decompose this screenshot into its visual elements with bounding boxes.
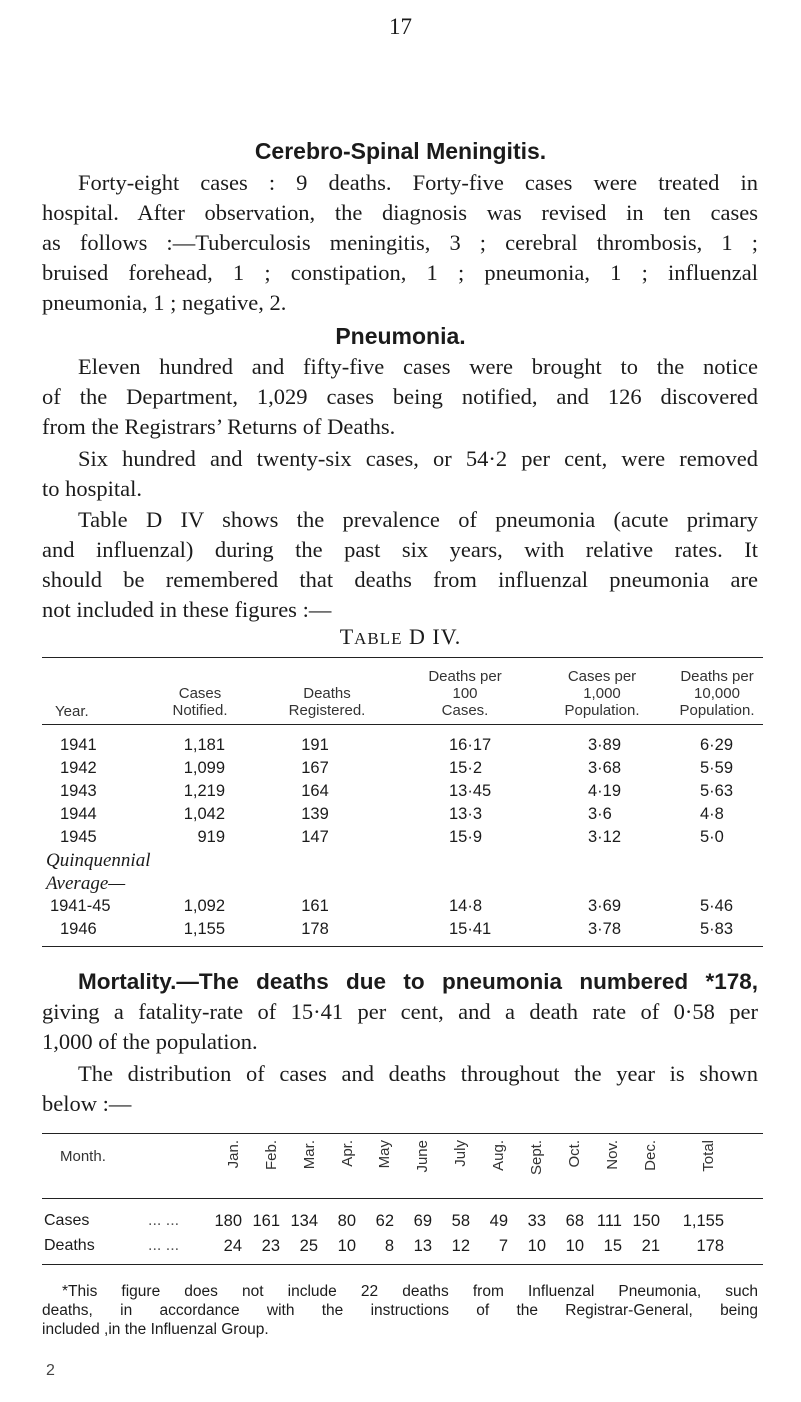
header-deaths-per-10000 [662,668,772,719]
header-cases-notified [140,685,260,719]
month-header: Apr. [339,1140,356,1167]
header-line: Notified. [172,702,228,719]
text-line: Forty-eight cases : 9 deaths. Forty-five cases were treated in [78,170,758,195]
table-bottom-rule [42,946,763,947]
deaths-total: 178 [696,1237,724,1255]
month-header: Feb. [263,1140,280,1171]
text-line: 1,000 of the population. [42,1029,258,1054]
cell-deaths: 164 [301,782,329,800]
month-header: July [452,1140,469,1167]
footnote-line: included ,in the Influenzal Group. [42,1321,269,1338]
text-line: below :— [42,1091,132,1116]
cell-cases-per-1000: 3·12 [588,828,622,846]
month-header: Oct. [566,1140,583,1168]
header-line: Deaths per [680,668,754,685]
cell-year: 1941 [60,736,97,754]
mortality-line-1 [42,967,758,997]
text-line: as follows :—Tuberculosis meningitis, 3 ; cerebral thrombosis, 1 ; [42,230,758,255]
table-title-part: D IV. [402,624,462,649]
cell-deaths-per-10000: 5·83 [700,920,734,938]
text-line: should be remembered that deaths from influenzal pneumonia are [42,567,758,592]
text-line: to hospital. [42,476,142,501]
header-line: Deaths [303,685,351,702]
header-line: 10,000 [694,685,740,702]
deaths-cell: 7 [498,1237,508,1255]
cell-deaths-per-10000: 5·0 [700,828,724,846]
cell-deaths-per-100: 16·17 [449,736,492,754]
pneumonia-paragraph-3 [42,505,758,625]
pneumonia-heading: Pneumonia. [335,323,466,349]
text-line: bruised forehead, 1 ; constipation, 1 ; pneumonia, 1 ; influenzal [42,260,758,285]
footnote [42,1282,758,1339]
cell-year: 1945 [60,828,97,846]
cell-deaths: 147 [301,828,329,846]
cell-deaths-per-10000: 5·63 [700,782,734,800]
cell-deaths-per-100: 15·9 [449,828,483,846]
header-line: Cases. [441,702,489,719]
month-header: Sept. [528,1140,545,1176]
deaths-cell: 10 [565,1237,584,1255]
cell-cases-per-1000: 3·89 [588,736,622,754]
cases-cell: 111 [596,1212,622,1230]
table-header-rule [42,724,763,725]
deaths-cell: 23 [261,1237,280,1255]
cell-cases-per-1000: 3·68 [588,759,622,777]
cases-cell: 58 [451,1212,470,1230]
cell-deaths-per-100: 13·3 [449,805,483,823]
deaths-cell: 15 [603,1237,622,1255]
cell-year: 1941-45 [50,897,111,915]
row-label-cases: Cases [44,1212,90,1229]
cases-cell: 49 [489,1212,508,1230]
header-line: 1,000 [583,685,621,702]
month-header: Mar. [301,1140,318,1170]
mortality-text: Mortality.—The deaths due to pneumonia numbered *178, [78,969,758,994]
cases-cell: 33 [527,1212,546,1230]
footnote-line: *This figure does not include 22 deaths from Influenzal Pneumonia, such [62,1283,758,1300]
meningitis-paragraph [42,168,758,318]
row-leader-dots: ... ... [148,1212,180,1229]
month-header: Aug. [490,1140,507,1171]
pneumonia-paragraph-2 [42,444,758,504]
month-header: Jan. [225,1140,242,1169]
deaths-cell: 8 [384,1237,394,1255]
cell-cases-per-1000: 3·78 [588,920,622,938]
cell-cases: 1,181 [183,736,225,754]
row-leader-dots: ... ... [148,1237,180,1254]
deaths-cell: 13 [413,1237,432,1255]
month-header: June [414,1140,431,1173]
row-label-deaths: Deaths [44,1237,95,1254]
monthly-table-top-rule [42,1133,763,1134]
text-line: Eleven hundred and fifty-five cases were brought to the notice [78,354,758,379]
signature-mark: 2 [46,1362,55,1379]
header-line: Cases [178,685,222,702]
cell-deaths-per-10000: 4·8 [700,805,724,823]
page-number: 17 [389,14,412,39]
deaths-cell: 25 [299,1237,318,1255]
quinquennial-label: Average— [46,873,126,894]
deaths-cell: 12 [451,1237,470,1255]
month-header: May [376,1140,393,1169]
cases-cell: 69 [413,1212,432,1230]
cases-cell: 180 [214,1212,242,1230]
mortality-paragraph [42,967,758,1057]
text-line: from the Registrars’ Returns of Deaths. [42,414,396,439]
meningitis-heading: Cerebro-Spinal Meningitis. [254,138,547,164]
cell-cases: 1,099 [183,759,225,777]
text-line: Six hundred and twenty-six cases, or 54·2 per cent, were removed [78,446,758,471]
header-line: Deaths per [428,668,502,685]
cases-cell: 150 [632,1212,660,1230]
table-top-rule [42,657,763,658]
cell-deaths: 178 [301,920,329,938]
cell-cases: 919 [197,828,225,846]
monthly-table-bottom-rule [42,1264,763,1265]
month-label: Month. [60,1148,106,1165]
cell-deaths-per-10000: 6·29 [700,736,734,754]
cell-deaths: 191 [301,736,329,754]
header-line: Cases per [567,668,637,685]
header-year: Year. [55,703,89,720]
text-line: of the Department, 1,029 cases being notified, and 126 discovered [42,384,758,409]
cell-deaths-per-10000: 5·59 [700,759,734,777]
distribution-paragraph [42,1059,758,1119]
table-title [0,624,801,650]
month-header: Total [700,1140,717,1172]
month-header: Nov. [604,1140,621,1170]
text-line: Table D IV shows the prevalence of pneumonia (acute primary [78,507,758,532]
quinquennial-label: Quinquennial [46,850,151,871]
header-deaths-registered [262,685,392,719]
text-line: giving a fatality-rate of 15·41 per cent, and a death rate of 0·58 per [42,999,758,1024]
deaths-cell: 10 [527,1237,546,1255]
cases-total: 1,155 [682,1212,724,1230]
cell-deaths-per-100: 14·8 [449,897,483,915]
header-line: 100 [452,685,478,702]
deaths-cell: 21 [641,1237,660,1255]
header-deaths-per-100 [405,668,525,719]
text-line: not included in these figures :— [42,597,332,622]
cell-cases-per-1000: 3·6 [588,805,612,823]
cell-cases-per-1000: 4·19 [588,782,622,800]
header-line: Population. [564,702,640,719]
footnote-line: deaths, in accordance with the instructions of the Registrar-General, being [42,1302,758,1319]
text-line: The distribution of cases and deaths throughout the year is shown [78,1061,758,1086]
cell-cases: 1,219 [183,782,225,800]
text-line: pneumonia, 1 ; negative, 2. [42,290,287,315]
cell-year: 1942 [60,759,97,777]
cell-cases: 1,092 [183,897,225,915]
pneumonia-paragraph-1 [42,352,758,442]
cell-cases: 1,042 [183,805,225,823]
table-title-part: T [339,624,355,649]
month-header: Dec. [642,1140,659,1171]
monthly-table-header-rule [42,1198,763,1199]
cell-year: 1946 [60,920,97,938]
cell-cases: 1,155 [183,920,225,938]
cell-cases-per-1000: 3·69 [588,897,622,915]
deaths-cell: 24 [223,1237,242,1255]
text-line: and influenzal) during the past six years, with relative rates. It [42,537,758,562]
cases-cell: 62 [375,1212,394,1230]
cell-deaths-per-100: 15·2 [449,759,483,777]
cell-deaths-per-10000: 5·46 [700,897,734,915]
cell-deaths: 167 [301,759,329,777]
cases-cell: 161 [252,1212,280,1230]
text-line: hospital. After observation, the diagnosis was revised in ten cases [42,200,758,225]
cases-cell: 80 [337,1212,356,1230]
cell-deaths: 139 [301,805,329,823]
header-line: Population. [679,702,755,719]
header-line: Registered. [288,702,366,719]
cell-year: 1943 [60,782,97,800]
cell-deaths-per-100: 13·45 [449,782,492,800]
cell-deaths-per-100: 15·41 [449,920,492,938]
header-cases-per-1000 [542,668,662,719]
cell-deaths: 161 [301,897,329,915]
cases-cell: 68 [565,1212,584,1230]
table-title-part: ABLE [354,629,403,648]
cell-year: 1944 [60,805,97,823]
deaths-cell: 10 [337,1237,356,1255]
cases-cell: 134 [290,1212,318,1230]
